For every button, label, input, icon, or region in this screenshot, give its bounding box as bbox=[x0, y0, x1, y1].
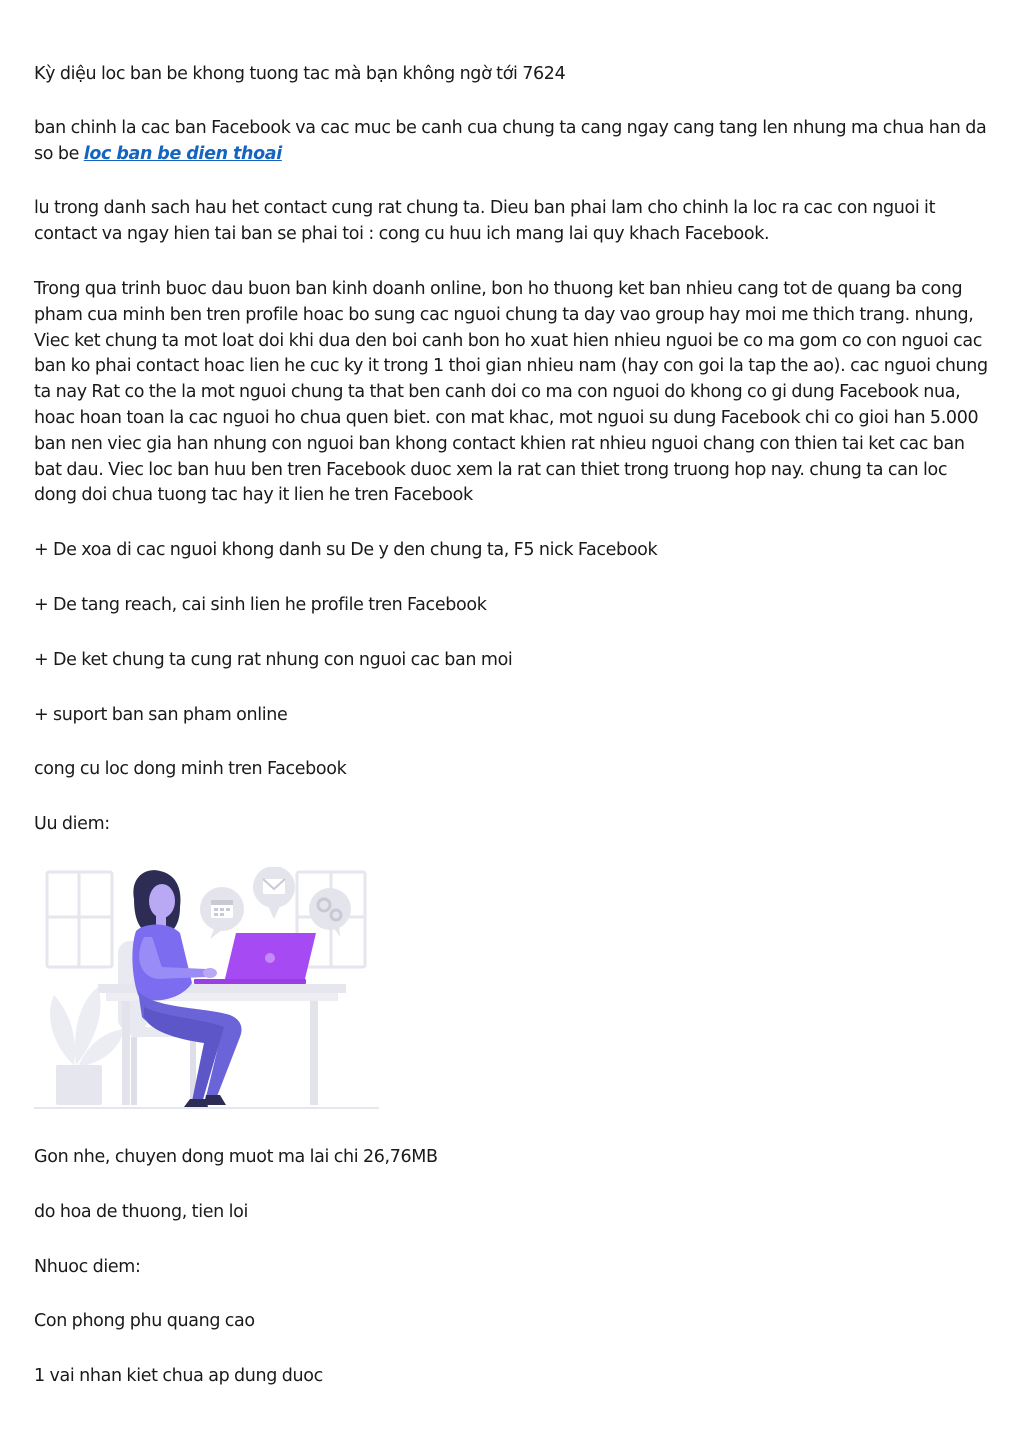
paragraph-6: Gon nhe, chuyen dong muot ma lai chi 26,76MB bbox=[34, 1146, 438, 1167]
window-left bbox=[47, 872, 112, 967]
paragraph-7: do hoa de thuong, tien loi bbox=[34, 1201, 248, 1222]
woman-laptop-illustration bbox=[34, 867, 379, 1111]
bullet-3: + De ket chung ta cung rat nhung con nguoi cac ban moi bbox=[34, 649, 513, 670]
bullet-2: + De tang reach, cai sinh lien he profile tren Facebook bbox=[34, 594, 487, 615]
calendar-icon bbox=[200, 887, 244, 939]
paragraph-9: Con phong phu quang cao bbox=[34, 1311, 255, 1332]
pros-heading: Uu diem: bbox=[34, 814, 110, 835]
keyword-link[interactable]: loc ban be dien thoai bbox=[83, 143, 282, 164]
paragraph-1-text: ban chinh la cac ban Facebook va cac muc be canh cua chung ta cang ngay cang tang len nhung ma chua han da so be bbox=[34, 117, 987, 164]
gears-icon bbox=[309, 888, 351, 937]
doc-title: Kỳ diệu loc ban be khong tuong tac mà bạn không ngờ tới 7624 bbox=[34, 64, 566, 84]
paragraph-10: 1 vai nhan kiet chua ap dung duoc bbox=[34, 1366, 323, 1387]
paragraph-1 bbox=[34, 116, 994, 168]
plant bbox=[50, 987, 124, 1105]
bullet-4: + suport ban san pham online bbox=[34, 704, 288, 725]
paragraph-4: cong cu loc dong minh tren Facebook bbox=[34, 759, 347, 780]
paragraph-3: Trong qua trinh buoc dau buon ban kinh doanh online, bon ho thuong ket ban nhieu cang tot de quang ba cong pham cua minh ben tren profile hoac bo sung cac nguoi chung ta day vao group hay moi me thich trang. nhung, Viec ket chung ta mot loat doi khi dua den boi canh bon ho xuat hien nhieu nguoi be co ma gom co con nguoi cac ban ko phai contact hoac lien he cuc ky it trong 1 thoi gian nhieu nam (hay con goi la tap the ao). cac nguoi chung ta nay Rat co the la mot nguoi chung ta that ben canh doi co ma con nguoi do khong co gi dung Facebook nua, hoac hoan toan la cac nguoi ho chua quen biet. con mat khac, mot nguoi su dung Facebook chi co gioi han 5.000 ban nen viec gia han nhung con nguoi ban khong contact khien rat nhieu nguoi chang con thien tai ket cac ban bat dau. Viec loc ban huu ben tren Facebook duoc xem la rat can thiet trong truong hop nay. chung ta can loc dong doi chua tuong tac hay it lien he tren Facebook bbox=[34, 278, 988, 506]
document bbox=[34, 62, 994, 1390]
cons-heading: Nhuoc diem: bbox=[34, 1256, 141, 1277]
mail-icon bbox=[253, 867, 295, 919]
paragraph-2: lu trong danh sach hau het contact cung rat chung ta. Dieu ban phai lam cho chinh la loc ra cac con nguoi it contact va ngay hien tai ban se phai toi : cong cu huu ich mang lai quy khach Facebook. bbox=[34, 198, 936, 245]
bullet-1: + De xoa di cac nguoi khong danh su De y den chung ta, F5 nick Facebook bbox=[34, 540, 658, 561]
